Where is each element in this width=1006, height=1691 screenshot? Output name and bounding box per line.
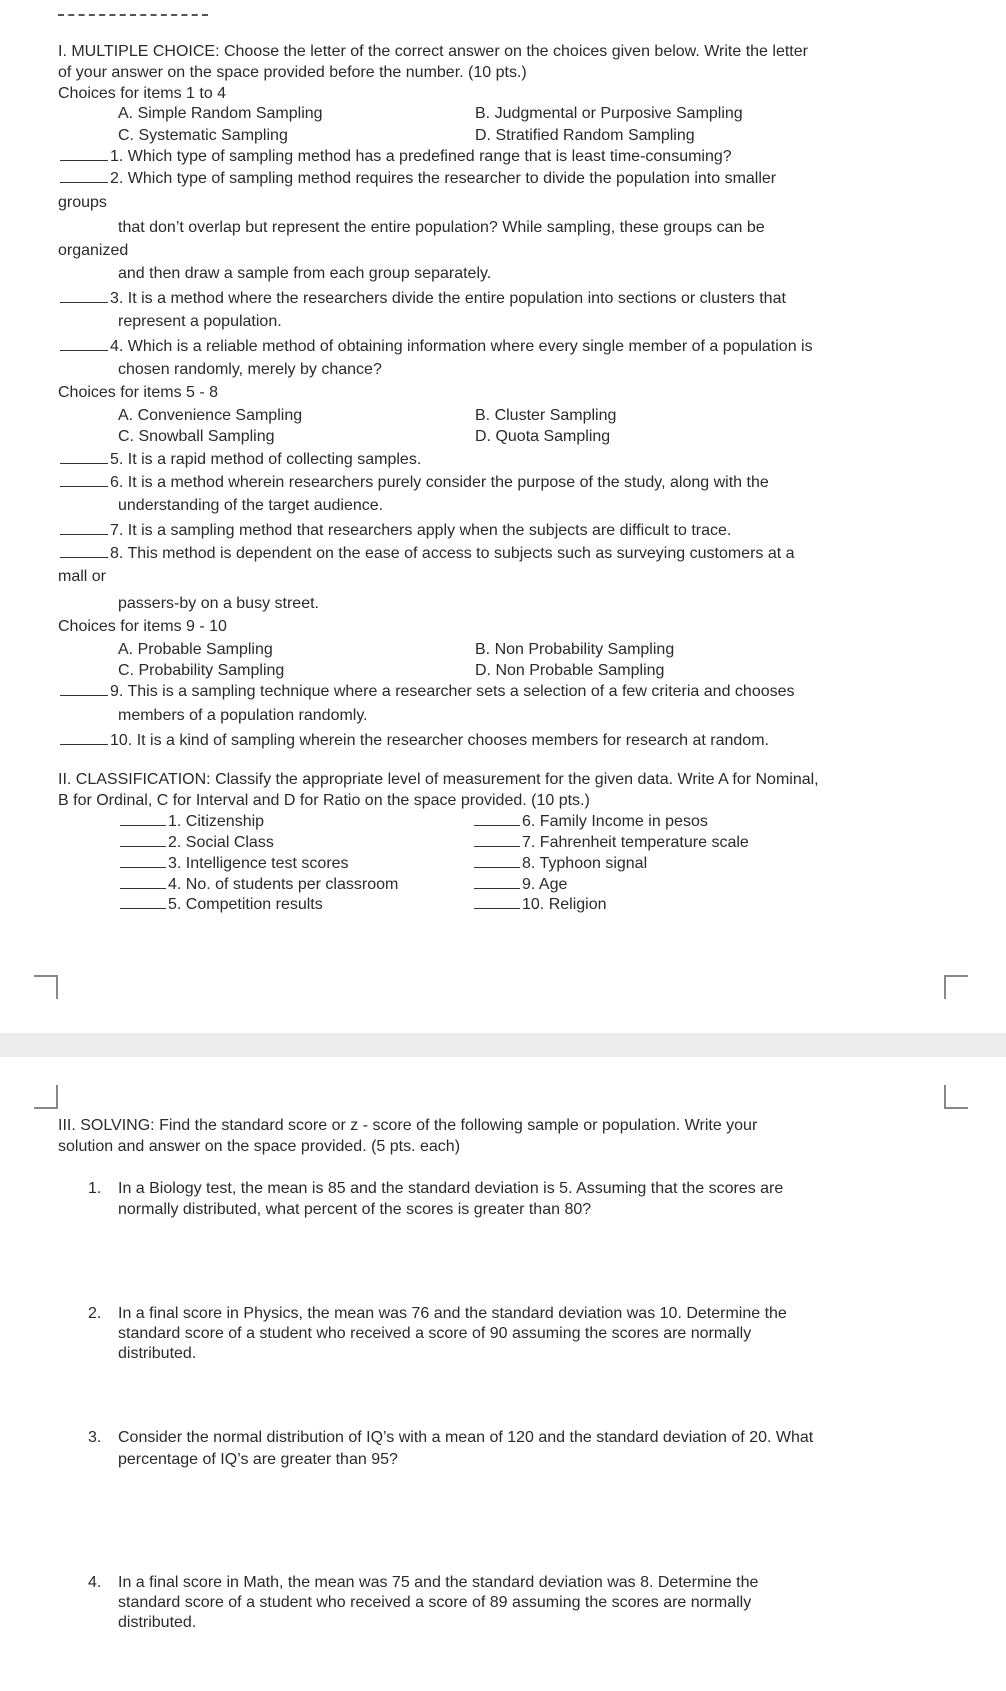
question-2-line3: that don’t overlap but represent the entire population? While sampling, these groups can be [118,219,765,236]
classification-blank-4[interactable] [120,874,166,889]
answer-blank-10[interactable] [60,730,108,745]
question-10: 10. It is a kind of sampling wherein the researcher chooses members for research at random. [60,730,769,751]
problem-4-line3: distributed. [118,1614,197,1631]
question-7: 7. It is a sampling method that researchers apply when the subjects are difficult to trace. [60,520,731,541]
crop-mark-bottom-right [944,1085,968,1109]
answer-blank-6[interactable] [60,472,108,487]
choice-d: D. Quota Sampling [475,428,611,445]
choice-a: A. Convenience Sampling [118,407,303,424]
question-9: 9. This is a sampling technique where a researcher sets a selection of a few criteria and chooses [60,681,795,702]
part1-instruction: I. MULTIPLE CHOICE: Choose the letter of the correct answer on the choices given below. Write the letter [58,43,808,60]
part2-instruction-line2: B for Ordinal, C for Interval and D for Ratio on the space provided. (10 pts.) [58,792,590,809]
problem-4-line2: standard score of a student who received a score of 89 assuming the scores are normally [118,1594,752,1611]
classification-blank-10[interactable] [474,894,520,909]
problem-2: In a final score in Physics, the mean was 76 and the standard deviation was 10. Determine the [118,1305,787,1322]
choice-a: A. Probable Sampling [118,641,273,658]
choices-header-5-8: Choices for items 5 - 8 [58,384,219,401]
question-8: 8. This method is dependent on the ease of access to subjects such as surveying customers at a [60,543,795,564]
classification-item-4: 4. No. of students per classroom [120,874,398,895]
problem-1-number: 1. [88,1180,102,1197]
question-8-line2: mall or [58,568,107,585]
question-9-line2: members of a population randomly. [118,707,368,724]
problem-3-number: 3. [88,1429,102,1446]
question-5: 5. It is a rapid method of collecting samples. [60,449,421,470]
answer-blank-2[interactable] [60,168,108,183]
answer-blank-9[interactable] [60,681,108,696]
question-8-line3: passers-by on a busy street. [118,595,319,612]
choice-a: A. Simple Random Sampling [118,105,323,122]
question-6-line2: understanding of the target audience. [118,497,384,514]
problem-2-line2: standard score of a student who received a score of 90 assuming the scores are normally [118,1325,752,1342]
classification-item-10: 10. Religion [474,894,607,915]
classification-blank-6[interactable] [474,811,520,826]
question-2-line4: organized [58,242,129,259]
problem-1-line2: normally distributed, what percent of the scores is greater than 80? [118,1201,592,1218]
answer-blank-1[interactable] [60,146,108,161]
classification-blank-9[interactable] [474,874,520,889]
choice-c: C. Snowball Sampling [118,428,275,445]
question-3: 3. It is a method where the researchers divide the entire population into sections or clusters that [60,288,786,309]
classification-blank-3[interactable] [120,853,166,868]
choice-d: D. Non Probable Sampling [475,662,665,679]
classification-blank-7[interactable] [474,832,520,847]
question-2: 2. Which type of sampling method requires the researcher to divide the population into smaller [60,168,776,189]
crop-mark-top-left [34,975,58,999]
choices-header-9-10: Choices for items 9 - 10 [58,618,227,635]
choices-header-1-4: Choices for items 1 to 4 [58,85,227,102]
problem-2-line3: distributed. [118,1345,197,1362]
problem-1: In a Biology test, the mean is 85 and the standard deviation is 5. Assuming that the scores are [118,1180,784,1197]
choice-d: D. Stratified Random Sampling [475,127,695,144]
classification-blank-1[interactable] [120,811,166,826]
problem-4-number: 4. [88,1574,102,1591]
problem-2-number: 2. [88,1305,102,1322]
answer-blank-7[interactable] [60,520,108,535]
crop-mark-bottom-left [34,1085,58,1109]
problem-3-line2: percentage of IQ’s are greater than 95? [118,1451,398,1468]
part2-instruction: II. CLASSIFICATION: Classify the appropriate level of measurement for the given data. Write A for Nominal, [58,771,819,788]
question-2-line2: groups [58,194,107,211]
classification-blank-8[interactable] [474,853,520,868]
problem-3: Consider the normal distribution of IQ’s with a mean of 120 and the standard deviation of 20. What [118,1429,814,1446]
answer-blank-8[interactable] [60,543,108,558]
part3-instruction: III. SOLVING: Find the standard score or z - score of the following sample or population. Write your [58,1117,758,1134]
question-2-line5: and then draw a sample from each group separately. [118,265,492,282]
answer-blank-4[interactable] [60,336,108,351]
classification-item-2: 2. Social Class [120,832,274,853]
problem-4: In a final score in Math, the mean was 75 and the standard deviation was 8. Determine the [118,1574,759,1591]
classification-blank-2[interactable] [120,832,166,847]
question-4: 4. Which is a reliable method of obtaining information where every single member of a population is [60,336,813,357]
choice-b: B. Cluster Sampling [475,407,617,424]
classification-item-5: 5. Competition results [120,894,323,915]
classification-item-1: 1. Citizenship [120,811,264,832]
part3-instruction-line2: solution and answer on the space provided. (5 pts. each) [58,1138,461,1155]
answer-blank-3[interactable] [60,288,108,303]
top-dashed-line [58,14,208,16]
classification-item-7: 7. Fahrenheit temperature scale [474,832,749,853]
question-1: 1. Which type of sampling method has a predefined range that is least time-consuming? [60,146,732,167]
choice-c: C. Systematic Sampling [118,127,288,144]
choice-c: C. Probability Sampling [118,662,285,679]
choice-b: B. Judgmental or Purposive Sampling [475,105,743,122]
classification-item-9: 9. Age [474,874,567,895]
classification-item-6: 6. Family Income in pesos [474,811,708,832]
answer-blank-5[interactable] [60,449,108,464]
part1-instruction-line2: of your answer on the space provided before the number. (10 pts.) [58,64,527,81]
question-6: 6. It is a method wherein researchers purely consider the purpose of the study, along with the [60,472,769,493]
page-break-band [0,1033,1006,1057]
choice-b: B. Non Probability Sampling [475,641,675,658]
question-4-line2: chosen randomly, merely by chance? [118,361,382,378]
classification-item-3: 3. Intelligence test scores [120,853,349,874]
classification-item-8: 8. Typhoon signal [474,853,647,874]
classification-blank-5[interactable] [120,894,166,909]
question-3-line2: represent a population. [118,313,282,330]
crop-mark-top-right [944,975,968,999]
